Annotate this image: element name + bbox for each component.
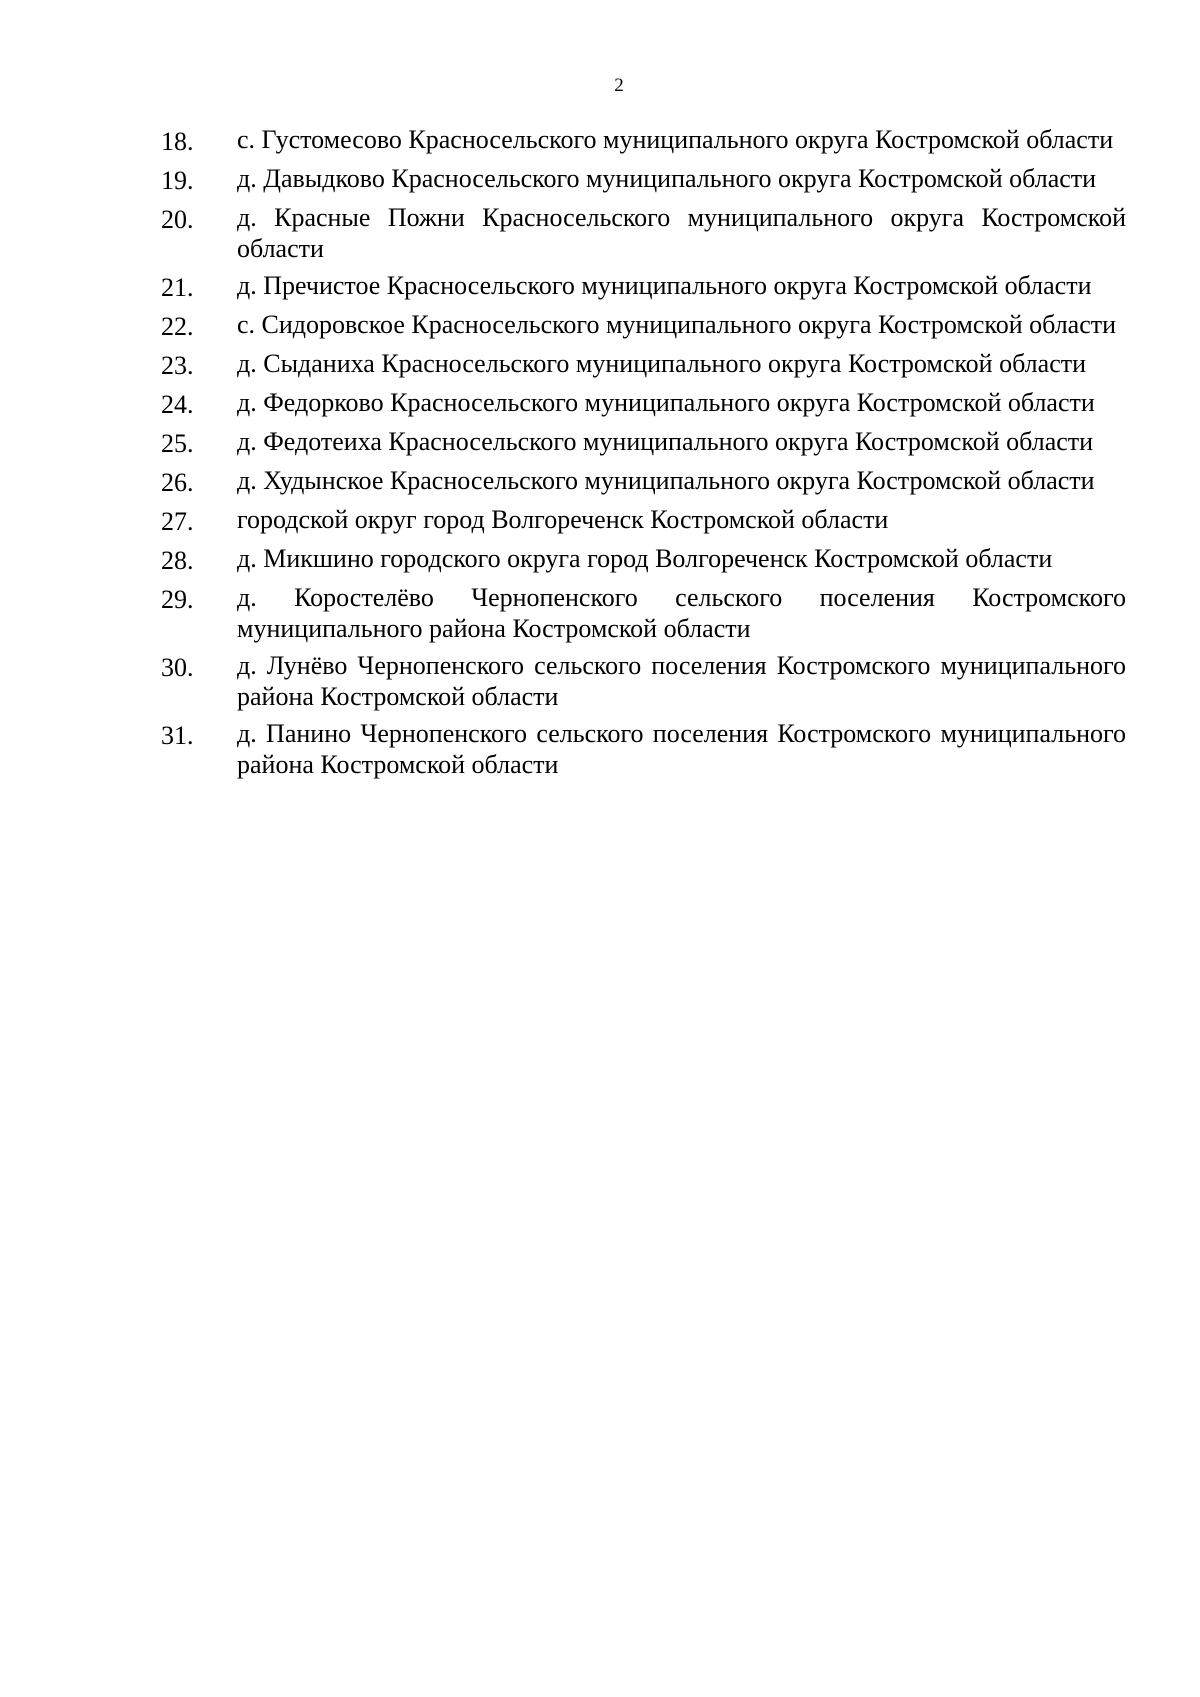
list-item bbox=[161, 465, 1126, 498]
item-text: д. Микшино городского округа город Волгореченск Костромской области bbox=[237, 544, 1053, 573]
list-item bbox=[161, 202, 1126, 264]
item-number: 24. bbox=[161, 390, 194, 419]
list-item bbox=[161, 504, 1126, 537]
item-text: с. Сидоровское Красносельского муниципального округа Костромской области bbox=[237, 310, 1117, 339]
item-text: д. Панино Чернопенского сельского поселения Костромского муниципального района Костромской области bbox=[237, 719, 1126, 779]
item-number: 18. bbox=[161, 127, 194, 156]
list-item bbox=[161, 387, 1126, 420]
item-text: городской округ город Волгореченск Костромской области bbox=[237, 505, 889, 534]
list-item bbox=[161, 124, 1126, 157]
item-text: д. Давыдково Красносельского муниципального округа Костромской области bbox=[237, 164, 1097, 193]
item-text: д. Сыданиха Красносельского муниципального округа Костромской области bbox=[237, 349, 1087, 378]
item-text: д. Лунёво Чернопенского сельского поселения Костромского муниципального района Костромской области bbox=[237, 651, 1126, 711]
item-text: д. Красные Пожни Красносельского муниципального округа Костромской области bbox=[237, 203, 1126, 263]
item-number: 20. bbox=[161, 205, 194, 234]
item-text: д. Худынское Красносельского муниципального округа Костромской области bbox=[237, 466, 1095, 495]
list-item bbox=[161, 270, 1126, 303]
list-item bbox=[161, 543, 1126, 576]
item-text: д. Федотеиха Красносельского муниципального округа Костромской области bbox=[237, 427, 1094, 456]
item-text: д. Пречистое Красносельского муниципального округа Костромской области bbox=[237, 271, 1092, 300]
item-number: 19. bbox=[161, 166, 194, 195]
list-item bbox=[161, 650, 1126, 712]
list-item bbox=[161, 426, 1126, 459]
list-item bbox=[161, 309, 1126, 342]
list-item bbox=[161, 163, 1126, 196]
item-number: 23. bbox=[161, 351, 194, 380]
item-number: 25. bbox=[161, 429, 194, 458]
item-number: 30. bbox=[161, 653, 194, 682]
item-number: 27. bbox=[161, 507, 194, 536]
item-text: д. Федорково Красносельского муниципального округа Костромской области bbox=[237, 388, 1095, 417]
item-number: 21. bbox=[161, 273, 194, 302]
item-number: 29. bbox=[161, 585, 194, 614]
item-number: 22. bbox=[161, 312, 194, 341]
item-number: 31. bbox=[161, 721, 194, 750]
item-number: 28. bbox=[161, 546, 194, 575]
list-item bbox=[161, 718, 1126, 780]
item-text: д. Коростелёво Чернопенского сельского поселения Костромского муниципального района Костромской области bbox=[237, 583, 1126, 643]
list-item bbox=[161, 582, 1126, 644]
item-number: 26. bbox=[161, 468, 194, 497]
page-number: 2 bbox=[614, 75, 624, 96]
list-item bbox=[161, 348, 1126, 381]
item-text: с. Густомесово Красносельского муниципального округа Костромской области bbox=[237, 125, 1114, 154]
settlement-list bbox=[161, 124, 1126, 786]
